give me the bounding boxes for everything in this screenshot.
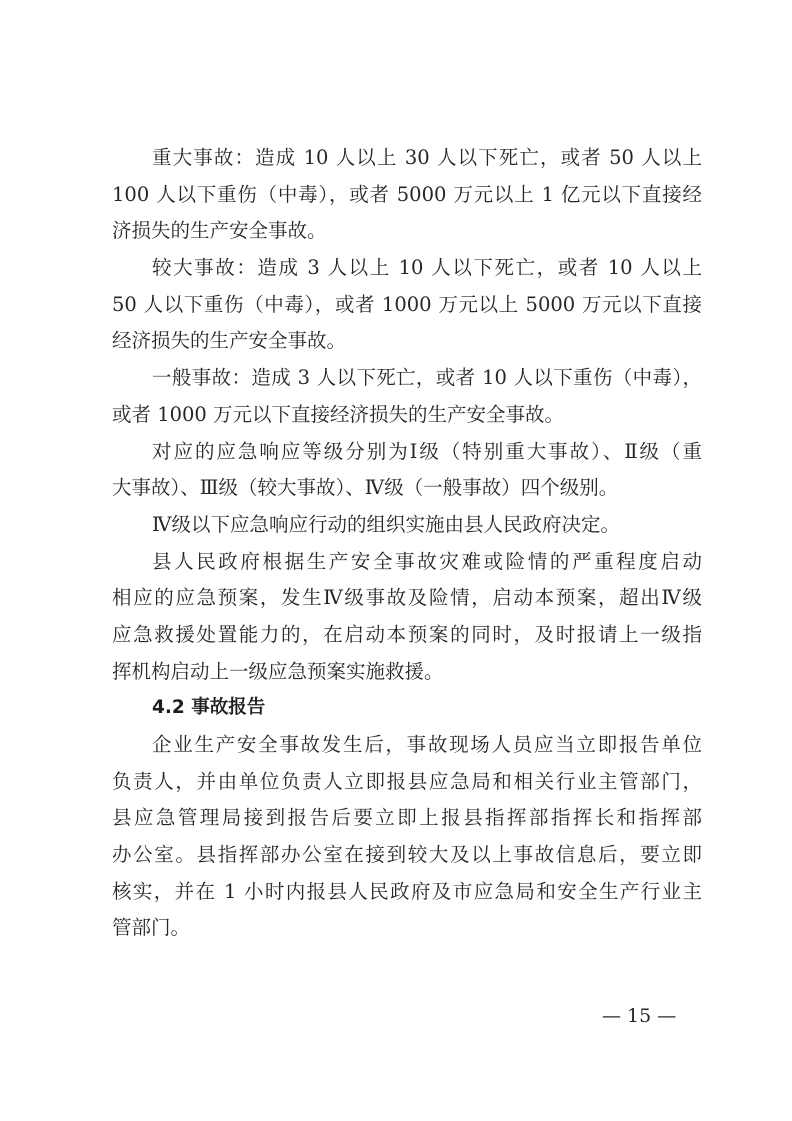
paragraph-line: 100 人以下重伤（中毒），或者 5000 万元以上 1 亿元以下直接经 (112, 182, 702, 206)
paragraph-line: 一般事故：造成 3 人以下死亡，或者 10 人以下重伤（中毒）， (152, 366, 702, 390)
paragraph-line: 济损失的生产安全事故。 (112, 219, 327, 243)
paragraph-line: 大事故）、Ⅲ级（较大事故）、Ⅳ级（一般事故）四个级别。 (112, 476, 619, 500)
paragraph-line: 办公室。县指挥部办公室在接到较大及以上事故信息后，要立即 (112, 843, 702, 867)
page-number: — 15 — (602, 1005, 677, 1027)
paragraph-line: 负责人，并由单位负责人立即报县应急局和相关行业主管部门， (112, 769, 702, 793)
paragraph-line: 核实，并在 1 小时内报县人民政府及市应急局和安全生产行业主 (112, 879, 702, 903)
paragraph-line: 或者 1000 万元以下直接经济损失的生产安全事故。 (112, 402, 565, 426)
paragraph-line: 挥机构启动上一级应急预案实施救援。 (112, 659, 444, 683)
paragraph-line: 企业生产安全事故发生后，事故现场人员应当立即报告单位 (152, 733, 702, 756)
paragraph-line: 重大事故：造成 10 人以上 30 人以下死亡，或者 50 人以上 (152, 146, 702, 169)
section-heading: 4.2 事故报告 (152, 697, 266, 719)
paragraph-line: Ⅳ级以下应急响应行动的组织实施由县人民政府决定。 (152, 512, 620, 536)
paragraph-line: 县应急管理局接到报告后要立即上报县指挥部指挥长和指挥部 (112, 806, 702, 830)
paragraph-line: 经济损失的生产安全事故。 (112, 329, 347, 353)
paragraph-line: 50 人以下重伤（中毒），或者 1000 万元以上 5000 万元以下直接 (112, 292, 702, 316)
paragraph-line: 应急救援处置能力的，在启动本预案的同时，及时报请上一级指 (112, 622, 702, 646)
paragraph-line: 管部门。 (112, 916, 191, 940)
paragraph-line: 对应的应急响应等级分别为Ⅰ级（特别重大事故）、Ⅱ级（重 (152, 439, 702, 463)
paragraph-line: 相应的应急预案，发生Ⅳ级事故及险情，启动本预案，超出Ⅳ级 (112, 586, 702, 610)
paragraph-line: 较大事故：造成 3 人以上 10 人以下死亡，或者 10 人以上 (152, 256, 702, 280)
paragraph-line: 县人民政府根据生产安全事故灾难或险情的严重程度启动 (152, 549, 702, 573)
page-body (112, 140, 702, 947)
